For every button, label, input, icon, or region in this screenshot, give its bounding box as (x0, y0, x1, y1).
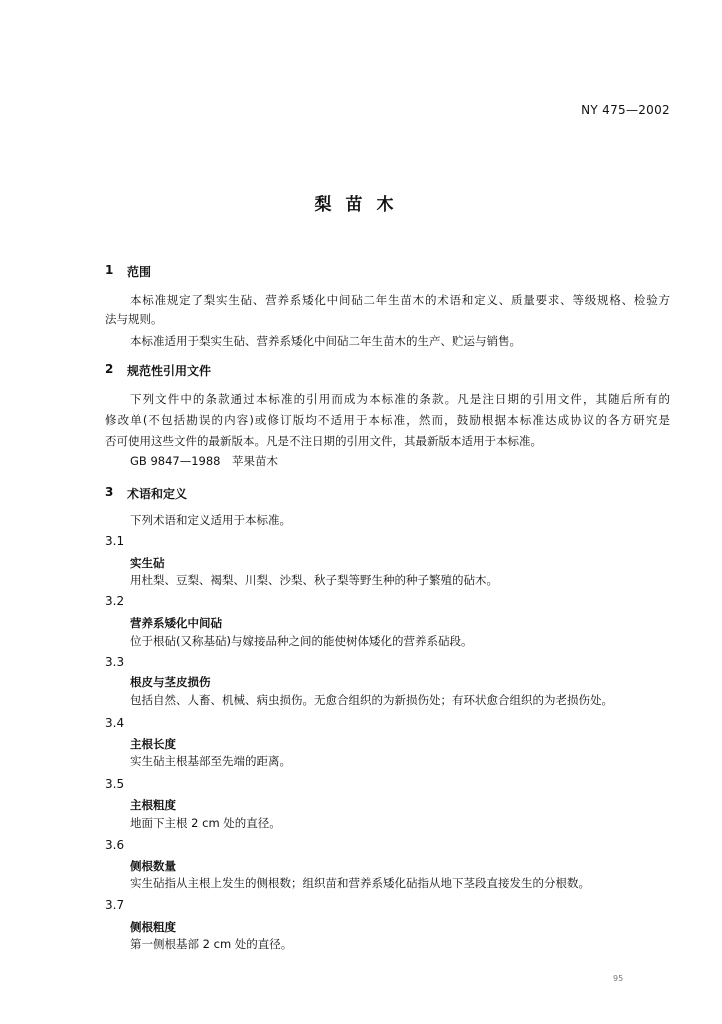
page-title: 梨苗木 (314, 195, 408, 215)
section-3-number: 3 (105, 485, 114, 499)
page-number: 95 (613, 974, 624, 983)
term-definition: 第一侧根基部 2 cm 处的直径。 (130, 937, 293, 951)
term-definition: 地面下主根 2 cm 处的直径。 (130, 816, 281, 830)
section-3-title: 术语和定义 (127, 487, 188, 501)
term-name: 侧根数量 (130, 859, 176, 873)
term-definition: 实生砧主根基部至先端的距离。 (130, 754, 291, 768)
term-definition: 位于根砧(又称基砧)与嫁接品种之间的能使树体矮化的营养系砧段。 (130, 634, 473, 648)
section-3-intro: 下列术语和定义适用于本标准。 (130, 513, 291, 527)
term-number: 3.1 (105, 534, 125, 548)
term-name: 主根长度 (130, 737, 176, 751)
section-2-paragraph-line: 下列文件中的条款通过本标准的引用而成为本标准的条款。凡是注日期的引用文件，其随后所有的 (130, 392, 670, 406)
term-number: 3.3 (105, 655, 125, 669)
term-name: 根皮与茎皮损伤 (130, 675, 211, 689)
section-1-paragraph-line: 法与规则。 (105, 312, 163, 326)
section-2-paragraph-line: 修改单(不包括勘误的内容)或修订版均不适用于本标准，然而，鼓励根据本标准达成协议的各方研究是 (105, 413, 670, 427)
section-1-paragraph-line: 本标准规定了梨实生砧、营养系矮化中间砧二年生苗木的术语和定义、质量要求、等级规格、检验方 (130, 293, 670, 307)
standard-number: NY 475—2002 (581, 103, 670, 117)
term-name: 主根粗度 (130, 798, 176, 812)
section-1-paragraph: 本标准适用于梨实生砧、营养系矮化中间砧二年生苗木的生产、贮运与销售。 (130, 334, 521, 348)
term-definition: 包括自然、人畜、机械、病虫损伤。无愈合组织的为新损伤处；有环状愈合组织的为老损伤处。 (130, 693, 613, 707)
section-2-number: 2 (105, 362, 114, 376)
term-name: 营养系矮化中间砧 (130, 616, 222, 630)
term-number: 3.4 (105, 716, 125, 730)
term-number: 3.2 (105, 594, 125, 608)
section-2-title: 规范性引用文件 (127, 364, 212, 378)
term-number: 3.6 (105, 838, 125, 852)
term-definition: 用杜梨、豆梨、褐梨、川梨、沙梨、秋子梨等野生种的种子繁殖的砧木。 (130, 573, 498, 587)
section-1-title: 范围 (127, 265, 152, 279)
reference-entry: GB 9847—1988 苹果苗木 (130, 454, 278, 468)
term-definition: 实生砧指从主根上发生的侧根数；组织苗和营养系矮化砧指从地下茎段直接发生的分根数。 (130, 876, 590, 890)
term-number: 3.5 (105, 777, 125, 791)
term-number: 3.7 (105, 898, 125, 912)
section-1-number: 1 (105, 263, 114, 277)
term-name: 侧根粗度 (130, 920, 176, 934)
section-2-paragraph-line: 否可使用这些文件的最新版本。凡是不注日期的引用文件，其最新版本适用于本标准。 (105, 434, 542, 448)
term-name: 实生砧 (130, 556, 165, 570)
